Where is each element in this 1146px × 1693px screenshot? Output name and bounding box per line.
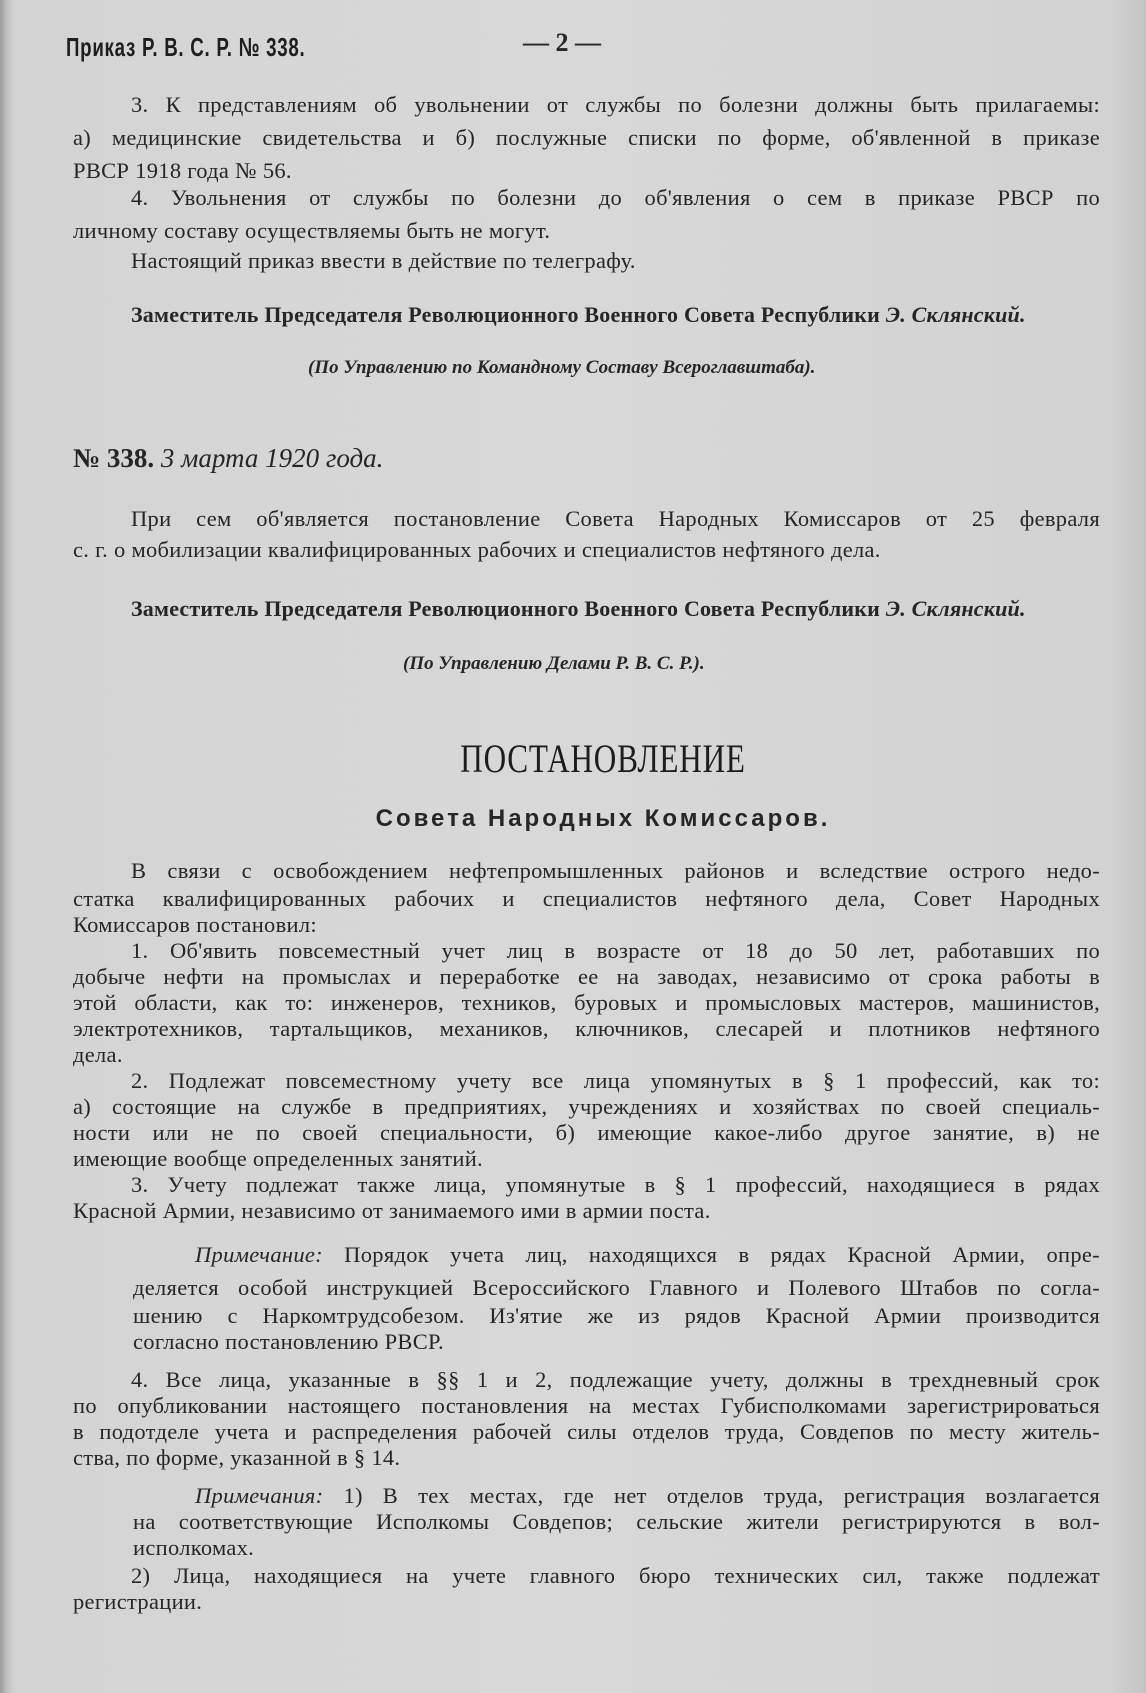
text-line [73,125,1100,153]
text-line-content: ства, по форме, указанной в § 14. [73,1445,401,1470]
text-line-content: регистрации. [73,1589,203,1614]
text-line [133,1509,1100,1537]
text-line [73,990,1100,1018]
text-line [73,964,1100,992]
text-line-content: на соответствующие Исполкомы Совдепов; сельские жители регистрируются в вол- [133,1509,1100,1534]
text-line [73,158,1100,186]
signature-title: Заместитель Председателя Революционного Военного Совета Республики [131,596,881,621]
text-line-content: Красной Армии, независимо от занимаемого ими в армии поста. [73,1198,711,1223]
text-line [73,1367,1100,1395]
text-line-content: 3. К представлениям об увольнении от службы по болезни должны быть прилагаемы: [131,92,1100,117]
text-line [73,1146,1100,1174]
text-line-content: имеющие вообще определенных занятий. [73,1146,483,1171]
text-line [73,1120,1100,1148]
text-line [73,1445,1100,1473]
signature-line [131,302,1026,328]
text-line [73,218,1100,246]
text-line-content: а) медицинские свидетельства и б) послужные списки по форме, об'явленной в приказе [73,125,1100,150]
text-line [73,858,1100,886]
text-line [133,1303,1100,1331]
note-label: Примечание: [195,1242,323,1267]
text-line-content: РВСР 1918 года № 56. [73,158,292,183]
text-line-content: исполкомах. [133,1535,255,1560]
text-line [133,1329,1100,1357]
text-line-content: Комиссаров постановил: [73,912,317,937]
text-line-content: 2) Лица, находящиеся на учете главного бюро технических сил, также подлежат [131,1563,1100,1588]
resolution-subtitle: Совета Народных Комиссаров. [375,805,831,832]
text-line-content: по опубликовании настоящего постановления на местах Губисполкомами зарегистрироваться [73,1393,1100,1418]
text-line-content: с. г. о мобилизации квалифицированных рабочих и специалистов нефтяного дела. [73,537,881,562]
text-line-content: При сем об'является постановление Совета Народных Комиссаров от 25 февраля [131,506,1100,531]
text-line-content: 3. Учету подлежат также лица, упомянутые в § 1 профессий, находящиеся в рядах [131,1172,1100,1197]
attribution: (По Управлению Делами Р. В. С. Р.). [403,653,705,674]
text-line [133,1242,1100,1270]
text-line [73,912,1100,940]
text-line-content: согласно постановлению РВСР. [133,1329,444,1354]
text-line [73,886,1100,914]
text-line [73,1016,1100,1044]
order-heading [73,443,383,474]
text-line-content: В связи с освобождением нефтепромышленных районов и вследствие острого недо- [131,858,1100,883]
text-line-content: 1. Об'явить повсеместный учет лиц в возрасте от 18 до 50 лет, работавших по [131,938,1100,963]
text-line [73,1042,1100,1070]
text-line-content: статка квалифицированных рабочих и специалистов нефтяного дела, Совет Народных [73,886,1100,911]
text-line-content: личному составу осуществляемы быть не могут. [73,218,551,243]
text-line-content: 4. Все лица, указанные в §§ 1 и 2, подлежащие учету, должны в трехдневный срок [131,1367,1100,1392]
text-line-content: 4. Увольнения от службы по болезни до об'явления о сем в приказе РВСР по [131,185,1100,210]
text-line [73,506,1100,534]
signature-name: Э. Склянский. [885,302,1026,327]
text-line [133,1535,1100,1563]
text-line [73,185,1100,213]
running-title: Приказ Р. В. С. Р. № 338. [66,32,306,62]
text-line [73,1419,1100,1447]
text-line-content: Настоящий приказ ввести в действие по телеграфу. [131,248,636,273]
text-line-content: добыче нефти на промыслах и переработке ее на заводах, независимо от срока работы в [73,964,1100,989]
text-line [73,92,1100,120]
text-line-content: а) состоящие на службе в предприятиях, учреждениях и хозяйствах по своей специаль- [73,1094,1100,1119]
text-line [73,1068,1100,1096]
text-line-content: 1) В тех местах, где нет отделов труда, регистрация возлагается [343,1483,1100,1508]
text-line [133,1483,1100,1511]
signature-name: Э. Склянский. [885,596,1026,621]
text-line [133,1275,1100,1303]
text-line-content: электротехников, тартальщиков, механиков, ключников, слесарей и плотников нефтяного [73,1016,1100,1041]
text-line [73,1563,1100,1591]
order-number: № 338. [73,443,155,473]
text-line-content: деляется особой инструкцией Всероссийского Главного и Полевого Штабов по согла- [133,1275,1100,1300]
text-line [73,1172,1100,1200]
text-line [73,938,1100,966]
resolution-title: ПОСТАНОВЛЕНИЕ [460,736,746,781]
text-line-content: ности или не по своей специальности, б) имеющие какое-либо другое занятие, в) не [73,1120,1100,1145]
text-line [73,248,1100,276]
text-line [73,537,1100,565]
text-line-content: 2. Подлежат повсеместному учету все лица упомянутых в § 1 профессий, как то: [131,1068,1100,1093]
signature-line [131,596,1026,622]
page-number: — 2 — [523,28,601,57]
note-label: Примечания: [195,1483,324,1508]
order-date: 3 марта 1920 года. [160,443,384,473]
text-line [73,1589,1100,1617]
text-line-content: дела. [73,1042,123,1067]
text-line-content: в подотделе учета и распределения рабочей силы отделов труда, Совдепов по месту житель- [73,1419,1100,1444]
text-line-content: шению с Наркомтрудсобезом. Из'ятие же из рядов Красной Армии производится [133,1303,1100,1328]
text-line-content: Порядок учета лиц, находящихся в рядах Красной Армии, опре- [344,1242,1100,1267]
attribution: (По Управлению по Командному Составу Всероглавштаба). [308,357,816,378]
text-line [73,1094,1100,1122]
signature-title: Заместитель Председателя Революционного Военного Совета Республики [131,302,881,327]
text-line [73,1393,1100,1421]
text-line-content: этой области, как то: инженеров, техников, буровых и промысловых мастеров, машинистов, [73,990,1100,1015]
text-line [73,1198,1100,1226]
